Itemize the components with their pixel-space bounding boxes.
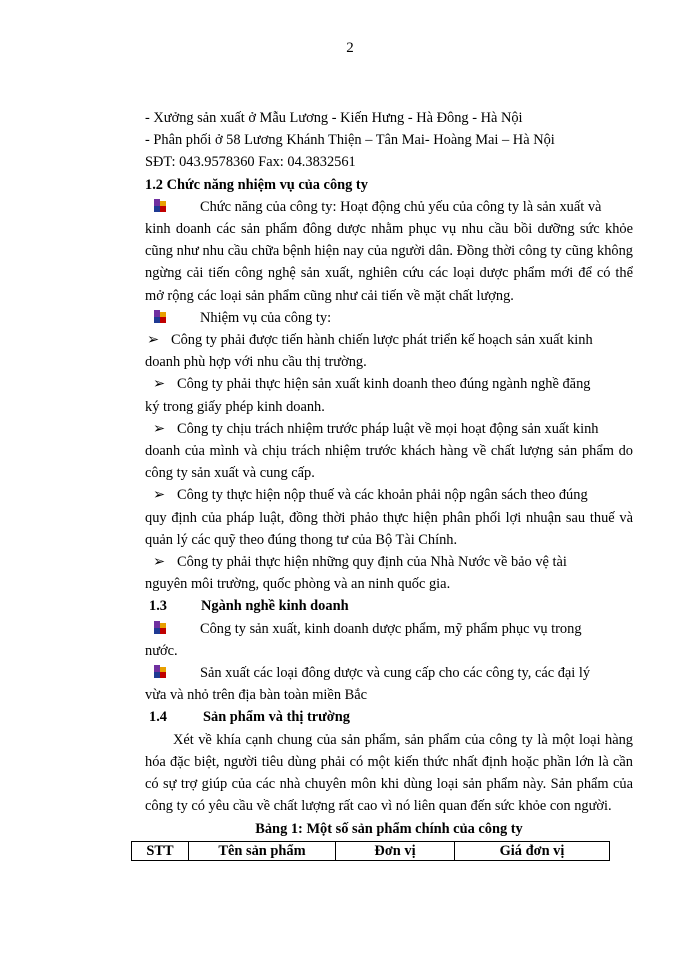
task-item bbox=[145, 418, 633, 485]
arrow-bullet-icon: ➢ bbox=[153, 376, 166, 393]
task-item bbox=[145, 484, 633, 551]
products-paragraph: Xét về khía cạnh chung của sản phẩm, sản phẩm của công ty là một loại hàng hóa đặc biệt, người tiêu dùng phải có một kiến thức nhất định hoặc phần lớn là cần có sự trợ giúp của các nhà chuyên môn khi dùng loại sản phẩm này. Sản phẩm của công ty có yêu cầu về chất lượng rất cao vì nó liên quan đến sức khỏe con người. bbox=[145, 731, 633, 815]
section-title: Ngành nghề kinh doanh bbox=[201, 598, 349, 615]
arrow-bullet-icon: ➢ bbox=[153, 487, 166, 504]
table-header-cell: Tên sản phẩm bbox=[189, 842, 336, 861]
colored-square-bullet-icon bbox=[150, 310, 176, 324]
function-text-rest: kinh doanh các sản phẩm đông dược nhằm phục vụ nhu cầu bồi dưỡng sức khỏe cũng như nhu cầu chữa bệnh hiện nay của người dân. Đồng thời công ty cũng không ngừng cải tiến công nghệ sản xuất, nghiên cứu các loại dược phẩm mới để có thể mở rộng các loại sản phẩm cũng như cải tiến về mặt chất lượng. bbox=[145, 221, 633, 304]
products-table bbox=[131, 841, 610, 861]
distribution-address: - Phân phối ở 58 Lương Khánh Thiện – Tân Mai- Hoàng Mai – Hà Nội bbox=[145, 132, 555, 149]
task-rest: ký trong giấy phép kinh doanh. bbox=[145, 398, 325, 415]
task-first: Công ty phải thực hiện những quy định của Nhà Nước về bảo vệ tài bbox=[177, 554, 567, 571]
business-rest: vừa và nhỏ trên địa bàn toàn miền Bắc bbox=[145, 687, 367, 704]
task-first: Công ty phải được tiến hành chiến lược phát triển kế hoạch sản xuất kinh bbox=[171, 332, 593, 349]
phone-fax: SĐT: 043.9578360 Fax: 04.3832561 bbox=[145, 154, 356, 171]
section-1-4-heading bbox=[145, 706, 633, 728]
table-header-cell: STT bbox=[132, 842, 189, 861]
task-item bbox=[145, 551, 633, 595]
arrow-bullet-icon: ➢ bbox=[147, 332, 160, 349]
task-first: Công ty chịu trách nhiệm trước pháp luật về mọi hoạt động sản xuất kinh bbox=[177, 420, 599, 437]
business-item bbox=[145, 618, 633, 640]
table-caption: Bảng 1: Một số sản phẩm chính của công ty bbox=[255, 820, 523, 837]
task-rest: doanh phù hợp với nhu cầu thị trường. bbox=[145, 354, 367, 371]
document-body bbox=[145, 107, 633, 840]
page-number: 2 bbox=[346, 40, 354, 56]
table-header-row bbox=[132, 842, 610, 861]
workshop-address: - Xưởng sản xuất ở Mẫu Lương - Kiến Hưng - Hà Đông - Hà Nội bbox=[145, 110, 523, 126]
business-first: Sản xuất các loại đông dược và cung cấp cho các công ty, các đại lý bbox=[200, 665, 591, 682]
section-1-2-heading: 1.2 Chức năng nhiệm vụ của công ty bbox=[145, 176, 368, 193]
arrow-bullet-icon: ➢ bbox=[153, 420, 166, 437]
task-rest: doanh của mình và chịu trách nhiệm trước khách hàng về chất lượng sản phẩm do công ty sản xuất và cung cấp. bbox=[145, 443, 633, 482]
business-rest: nước. bbox=[145, 642, 178, 659]
arrow-bullet-icon: ➢ bbox=[153, 554, 166, 571]
section-title: Sản phẩm và thị trường bbox=[203, 709, 350, 726]
business-item bbox=[145, 662, 633, 684]
section-number: 1.3 bbox=[149, 598, 167, 615]
colored-square-bullet-icon bbox=[150, 199, 176, 213]
task-first: Công ty phải thực hiện sản xuất kinh doanh theo đúng ngành nghề đăng bbox=[177, 376, 591, 393]
tasks-label: Nhiệm vụ của công ty: bbox=[200, 309, 332, 326]
colored-square-bullet-icon bbox=[150, 621, 176, 635]
function-bullet bbox=[145, 196, 633, 218]
task-rest: quy định của pháp luật, đồng thời phảo thực hiện phân phối lợi nhuận sau thuế và quản lý các quỹ theo đúng thong tư của Bộ Tài Chính. bbox=[145, 509, 633, 548]
section-number: 1.4 bbox=[149, 709, 167, 726]
table-header-cell: Đơn vị bbox=[336, 842, 455, 861]
task-first: Công ty thực hiện nộp thuế và các khoản phải nộp ngân sách theo đúng bbox=[177, 487, 588, 504]
task-rest: nguyên môi trường, quốc phòng và an ninh quốc gia. bbox=[145, 576, 451, 593]
section-1-3-heading bbox=[145, 595, 633, 617]
task-item bbox=[145, 373, 633, 417]
colored-square-bullet-icon bbox=[150, 665, 176, 679]
table-header-cell: Giá đơn vị bbox=[455, 842, 610, 861]
function-text-first: Chức năng của công ty: Hoạt động chủ yếu của công ty là sản xuất và bbox=[200, 198, 602, 215]
business-first: Công ty sản xuất, kinh doanh dược phẩm, mỹ phẩm phục vụ trong bbox=[200, 620, 582, 637]
task-item bbox=[145, 329, 633, 373]
tasks-label-line bbox=[145, 307, 633, 329]
tasks-list bbox=[145, 329, 633, 595]
